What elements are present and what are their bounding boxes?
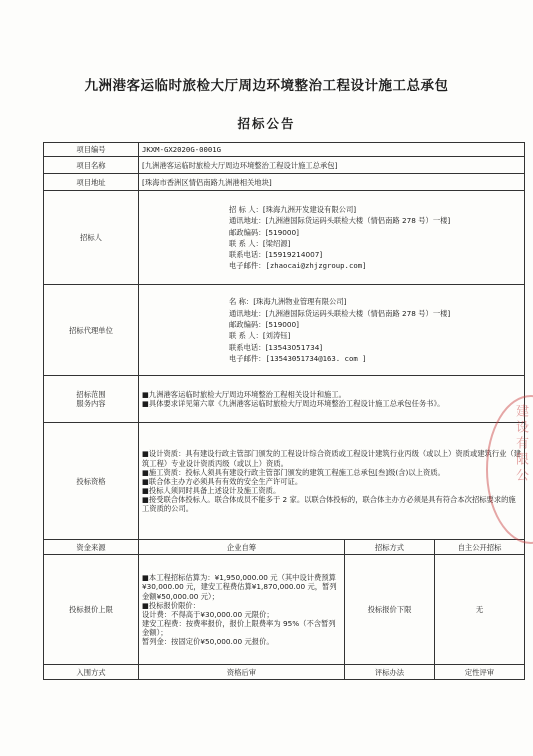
row-funding	[44, 540, 525, 555]
project-address-label: 项目地址	[44, 174, 139, 191]
row-entry	[44, 665, 525, 680]
tenderer-info	[139, 191, 525, 285]
row-project-no	[44, 143, 525, 157]
funding-value: 企业自筹	[139, 540, 345, 555]
price-provisional: 暂列金：按固定价¥50,000.00 元报价。	[142, 637, 274, 647]
agency-phone: 联系电话：[13543051734]	[229, 342, 323, 352]
scope-label	[44, 376, 139, 423]
price-floor-label: 投标报价下限	[345, 555, 435, 665]
document-subtitle: 招标公告	[237, 116, 296, 131]
tenderer-label: 招标人	[44, 191, 139, 285]
scope-label-line-1: 招标范围	[76, 390, 106, 400]
tender-method-value: 自主公开招标	[435, 540, 525, 555]
agency-postcode: 邮政编码：[519000]	[229, 320, 300, 329]
tender-method-label: 招标方式	[345, 540, 435, 555]
agency-address: 通讯地址：[九洲港国际货运码头联检大楼（情侣南路 278 号）一楼]	[229, 308, 451, 318]
project-name-value: [九洲港客运临时旅检大厅周边环境整治工程设计施工总承包]	[139, 157, 525, 174]
qualification-label: 投标资格	[44, 423, 139, 540]
scope-content	[139, 376, 525, 423]
qualification-consortium: ■接受联合体投标人。联合体成员不能多于 2 家。以联合体投标的，联合体主办方必须是具有符合本次招标要求的施工资质的公司。	[142, 494, 516, 514]
price-design-fee: 设计费：不得高于¥30,000.00 元限价；	[142, 609, 274, 619]
entry-value: 资格后审	[139, 665, 345, 680]
tenderer-phone: 联系电话：[15919214007]	[229, 250, 323, 260]
agency-contact: 联 系 人：[刘涛钰]	[229, 331, 291, 341]
agency-name: 名 称：[珠海九洲物业管理有限公司]	[229, 297, 347, 307]
qualification-content	[139, 423, 525, 540]
document-title: 九洲港客运临时旅检大厅周边环境整治工程设计施工总承包	[84, 78, 449, 94]
tenderer-contact: 联 系 人：[梁绍源]	[229, 238, 291, 248]
row-qualification	[44, 423, 525, 540]
qualification-safety: ■联合体主办方必须具有有效的安全生产许可证。	[142, 476, 303, 486]
row-scope	[44, 376, 525, 423]
tenderer-address: 通讯地址：[九洲港国际货运码头联检大楼（情侣南路 278 号）一楼]	[229, 216, 451, 226]
scope-item-1: ■九洲港客运临时旅检大厅周边环境整治工程相关设计和施工。	[142, 390, 346, 400]
project-no-value: JKXM-GX2020G-0001G	[139, 143, 525, 157]
company-seal-text: 建设有限公	[513, 404, 528, 484]
scope-label-line-2: 服务内容	[76, 399, 106, 409]
row-tenderer	[44, 191, 525, 285]
entry-label: 入围方式	[44, 665, 139, 680]
agency-label: 招标代理单位	[44, 285, 139, 376]
price-limit-label: 投标报价上限	[44, 555, 139, 665]
qualification-both: ■投标人须同时具备上述设计及施工资质。	[142, 485, 281, 495]
project-address-value: [珠海市香洲区情侣南路九洲港相关地块]	[139, 174, 525, 191]
scope-item-2: ■具体要求详见第六章《九洲港客运临时旅检大厅周边环境整治工程设计施工总承包任务书》。	[142, 399, 445, 409]
price-limit-content	[139, 555, 345, 665]
project-no-label: 项目编号	[44, 143, 139, 157]
project-name-label: 项目名称	[44, 157, 139, 174]
announcement-table	[43, 142, 525, 680]
row-price-limit	[44, 555, 525, 665]
row-project-name	[44, 157, 525, 174]
price-estimate: ■本工程招标估算为：¥1,950,000.00 元（其中设计费预算¥30,000.00 元，建安工程费估算¥1,870,000.00 元，暂列金额¥50,000.00 元）；	[142, 573, 337, 601]
tenderer-name: 招 标 人：[珠海九洲开发建设有限公司]	[229, 204, 357, 214]
row-project-address	[44, 174, 525, 191]
price-construction-fee: 建安工程费：按费率报价，报价上限费率为 95%（不含暂列金额）；	[142, 618, 336, 638]
tenderer-email: 电子邮件：[zhaocai@zhjzgroup.com]	[229, 261, 367, 271]
tenderer-postcode: 邮政编码：[519000]	[229, 227, 300, 237]
price-floor-value: 无	[435, 555, 525, 665]
qualification-construction: ■施工资质：投标人须具有建设行政主管部门颁发的建筑工程施工总承包[叁]级(含)以上资质。	[142, 467, 445, 477]
row-agency	[44, 285, 525, 376]
funding-label: 资金来源	[44, 540, 139, 555]
qualification-design: ■设计资质：具有建设行政主管部门颁发的工程设计综合资质或工程设计建筑行业丙级（或以上）资质或建筑行业（建筑工程）专业设计资质丙级（或以上）资质。	[142, 449, 522, 468]
agency-info	[139, 285, 525, 376]
price-limit-heading: ■投标报价限价：	[142, 600, 200, 610]
evaluation-value: 定性评审	[435, 665, 525, 680]
evaluation-label: 评标办法	[345, 665, 435, 680]
agency-email: 电子邮件：[13543051734@163. com ]	[229, 353, 367, 363]
